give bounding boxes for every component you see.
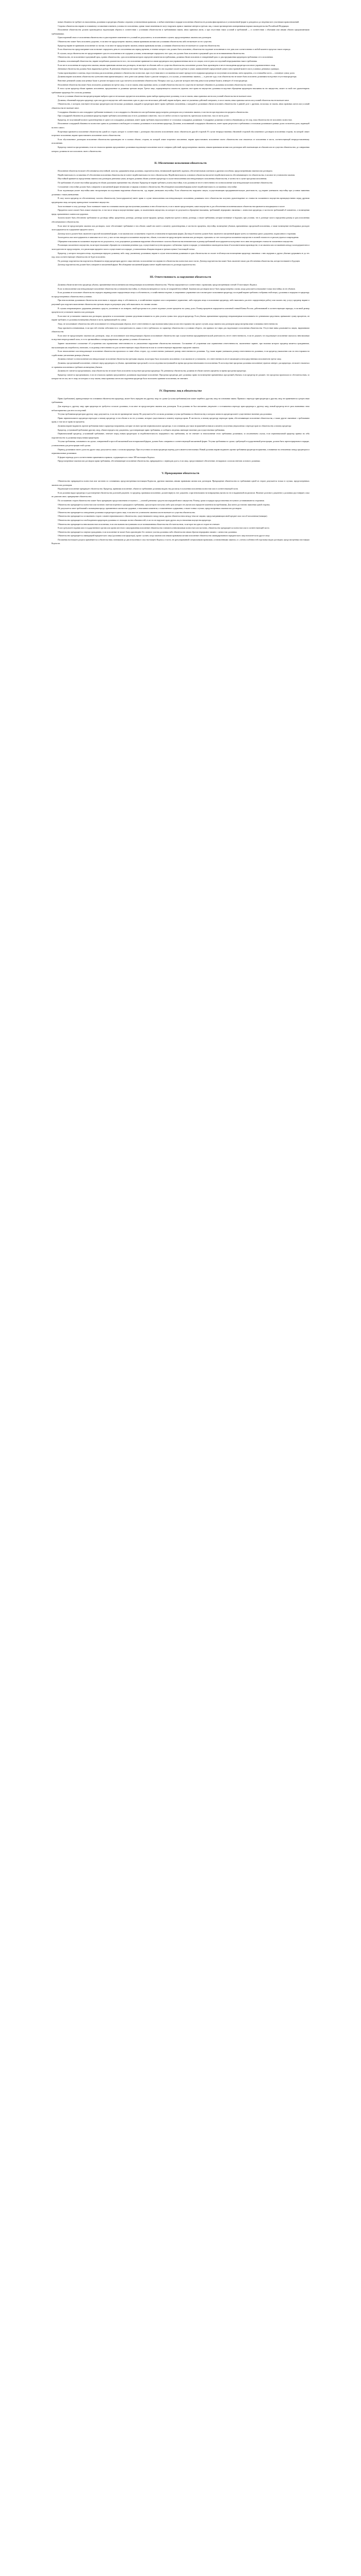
paragraph: Заранее заключенное соглашение об устранении или ограничении ответственности за умышленное нарушение обязательства ничтожно. Соглашение об устранении или ограничении ответственности, заключенное заранее, при наличии которого кредитор является гражданином, выступающим как потребитель, ничтожно, если размер ответственности для соответствующего вида обязательств или за соответствующее нарушение определен законом.: [52, 342, 309, 349]
paragraph: В этом случае кредитор обязан принять исполнение, предложенное за должника третьим лицом. Третье лицо, подвергающееся опасности утратить свое право на имущество должника вследствие обращения кредитором взыскания на это имущество, может за свой счет удовлетворить требование кредитора без согласия должника.: [52, 88, 309, 94]
paragraph: Обязательство, не исполненное в разумный срок, а равно обязательство, срок исполнения которого определен моментом востребования, должник обязан исполнить в семидневный срок со дня предъявления кредитором требования о его исполнении.: [58, 56, 273, 59]
section-2: [52, 162, 309, 267]
section-title: III. Ответственность за нарушение обязательств: [150, 276, 211, 279]
paragraph: Исполнение солидарной обязанности полностью одним из должников освобождает остальных должников от исполнения кредитору. Должник, исполнивший солидарную обязанность, имеет право регрессного требования к остальным должникам в равных долях за вычетом доли, падающей на него самого.: [52, 123, 309, 129]
paragraph: Должник, обязанный передать кредитору одно или другое имущество либо выполнить одно из двух или нескольких действий, вправе выбрать, какое из указанных действий совершить, если из закона, иных правовых актов или условий обязательства не вытекает иное.: [58, 99, 290, 101]
paragraph: Не допускается зачет требований о возмещении вреда, причиненного жизни или здоровью, о взыскании алиментов, о пожизненном содержании, а также в иных случаях, предусмотренных законом или договором.: [58, 507, 242, 510]
section-body: [52, 397, 309, 464]
paragraph: Если иное не предусмотрено законом или договором, залог обеспечивает требование в том объеме, какой оно имеет к моменту удовлетворения, в частности проценты, неустойку, возмещение убытков, причиненных просрочкой исполнения, а также возмещение необходимых расходов залогодержателя на содержание предмета залога.: [52, 225, 309, 231]
paragraph: Обязательство прекращается смертью гражданина, если исполнение не может быть произведено без личного участия должника либо обязательство иным образом неразрывно связано с личностью должника.: [58, 531, 237, 533]
paragraph: новые обязанности требуют их выполнения, должники и кредиторы обязаны следовать установленным правилам, а любые изменения в порядке исполнения обязательств должны фиксироваться в установленной форме и доводиться до сведения всех участников правоотношений.: [58, 21, 300, 23]
paragraph: Если иное не предусмотрено законом или договором, лицо, не исполнившее или ненадлежащим образом исполнившее обязательство при осуществлении предпринимательской деятельности, несет ответственность, если не докажет, что надлежащее исполнение оказалось невозможным вследствие непреодолимой силы, то есть чрезвычайных и непредотвратимых при данных условиях обстоятельств.: [52, 334, 309, 341]
paragraph: Уступка требования, основанного на сделке, совершенной в простой письменной или нотариальной форме, должна быть совершена в соответствующей письменной форме. Уступка требования по сделке, требующей государственной регистрации, должна быть зарегистрирована в порядке, установленном для регистрации этой сделки.: [52, 440, 309, 447]
paragraph: Если место исполнения не определено законом, иными правовыми актами или договором, не явствует из обычаев либо из существа обязательства, исполнение должно быть произведено в месте нахождения кредитора или иного управомоченного лица.: [58, 64, 276, 66]
section-body: [52, 480, 309, 546]
paragraph: Если обязательство предусматривает или позволяет определить день его исполнения или период времени, в течение которого оно должно быть исполнено, обязательство подлежит исполнению в этот день или соответственно в любой момент в пределах такого периода.: [58, 48, 291, 51]
paragraph: Если обусловленное договором исполнение обязательства произведено не в полном объеме, сторона, на которой лежит встречное исполнение, вправе приостановить исполнение своего обязательства или отказаться от исполнения в части, соответствующей непредоставленному исполнению.: [52, 138, 309, 145]
paragraph: Обязательство прекращается соглашением сторон о замене первоначального обязательства, существовавшего между ними, другим обязательством между теми же лицами, предусматривающим иной предмет или способ исполнения (новация).: [58, 515, 268, 518]
paragraph: Если подлежащая уплате неустойка явно несоразмерна последствиям нарушения обязательства, суд вправе уменьшить неустойку. Если обязательство нарушено лицом, осуществляющим предпринимательскую деятельность, суд вправе уменьшить неустойку при условии заявления должника о таком уменьшении.: [52, 190, 309, 196]
paragraph: В силу залога кредитор по обеспеченному залогом обязательству (залогодержатель) имеет право в случае неисполнения или ненадлежащего исполнения должником этого обязательства получить удовлетворение из стоимости заложенного имущества преимущественно перед другими кредиторами лица, которому принадлежит заложенное имущество.: [52, 197, 309, 204]
paragraph: Лицо признается невиновным, если при той степени заботливости и осмотрительности, какая от него требовалась по характеру обязательства и условиям оборота, оно приняло все меры для надлежащего исполнения обязательства. Отсутствие вины доказывается лицом, нарушившим обязательство.: [52, 327, 309, 333]
paragraph: Надлежащее исполнение прекращает обязательство. Кредитор, принимая исполнение, обязан по требованию должника выдать ему расписку в получении исполнения полностью или в соответствующей части.: [58, 488, 239, 490]
paragraph: Договор залога должен быть заключен в простой письменной форме, если законом или соглашением сторон не установлена нотариальная форма. Договор об ипотеке должен быть заключен в письменной форме путем составления одного документа, подписанного сторонами.: [58, 232, 297, 235]
paragraph: Должник не считается просрочившим, пока обязательство не может быть исполнено вследствие просрочки кредитора. По денежному обязательству должник не обязан платить проценты за время просрочки кредитора.: [58, 370, 247, 372]
paragraph: Солидарная обязанность или солидарное требование возникает, если солидарность обязанности или требования предусмотрена договором или установлена законом, в частности при неделимости предмета обязательства.: [58, 111, 249, 113]
paragraph: Сумма произведенного платежа, недостаточная для исполнения денежного обязательства полностью, при отсутствии иного соглашения погашает прежде всего издержки кредитора по получению исполнения, затем проценты, а в оставшейся части — основную сумму долга.: [58, 72, 295, 74]
paragraph: Реализация заложенного имущества, на которое взыскание обращено на основании решения суда, осуществляется путем продажи с публичных торгов в порядке, установленном законодательством об исполнительном производстве, если законом или соглашением между залогодержателем и залогодателем не предусмотрено, что реализация предмета залога осуществляется в порядке, установленном абзацами вторым и третьим пункта 2 настоящей статьи.: [52, 244, 309, 251]
paragraph: Кредитор, не получивший полного удовлетворения от одного из солидарных должников, имеет право требовать недополученное от остальных солидарных должников. Солидарные должники остаются обязанными до тех пор, пока обязательство не исполнено полностью.: [58, 118, 292, 121]
section-body: [52, 170, 309, 267]
paragraph: По требованию об уплате неустойки кредитор не обязан доказывать причинение ему убытков. Кредитор не вправе требовать уплаты неустойки, если должник не несет ответственности за неисполнение или ненадлежащее исполнение обязательства.: [58, 181, 273, 184]
paragraph: Кредитор считается просрочившим, если он отказался принять предложенное должником надлежащее исполнение или не совершил действий, предусмотренных законом, иными правовыми актами или договором либо вытекающих из обычаев или из существа обязательства, до совершения которых должник не мог исполнить своего обязательства.: [52, 146, 309, 152]
section-4: [52, 389, 309, 464]
paragraph: Кредитор, уступивший требование другому лицу, обязан передать ему документы, удостоверяющие право требования, и сообщить сведения, имеющие значение для осуществления требования.: [58, 429, 225, 431]
paragraph: При неисполнении должником обязательства изготовить и передать вещь в собственность, в хозяйственное ведение или в оперативное управление, либо передать вещь в пользование кредитору, либо выполнить для него определенную работу или оказать ему услугу кредитор вправе в разумный срок поручить выполнение обязательства третьим лицам за разумную цену либо выполнить его своими силами.: [52, 299, 309, 306]
paragraph: Должник отвечает за неисполнение или ненадлежащее исполнение обязательства третьими лицами, на которых было возложено исполнение, если законом не установлено, что ответственность несет являющееся непосредственным исполнителем третье лицо.: [58, 358, 282, 361]
paragraph: В случаях, когда обязательство не предусматривает срок его исполнения и не содержит условия, позволяющие определить этот срок, оно должно быть исполнено в разумный срок после возникновения обязательства.: [58, 52, 245, 55]
paragraph: Если неисполнение или ненадлежащее исполнение обязательства произошло по вине обеих сторон, суд соответственно уменьшает размер ответственности должника. Суд также вправе уменьшить размер ответственности должника, если кредитор умышленно или по неосторожности содействовал увеличению размера убытков.: [52, 350, 309, 357]
paragraph: Односторонний отказ от исполнения обязательства и одностороннее изменение его условий не допускаются, за исключением случаев, предусмотренных законом или договором.: [58, 37, 212, 39]
paragraph: Обязательство прекращается полностью или частично по основаниям, предусмотренным настоящим Кодексом, другими законами, иными правовыми актами или договором. Прекращение обязательства по требованию одной из сторон допускается только в случаях, предусмотренных законом или договором.: [52, 480, 309, 486]
paragraph: Если по условиям обязательства кредитор вправе выбрать один из нескольких предметов исполнения, право выбора принадлежит должнику, если из закона, иных правовых актов или условий обязательства не вытекает иное.: [58, 95, 252, 98]
paragraph: Встречным признается исполнение обязательства одной из сторон, которое в соответствии с договором обусловлено исполнением своих обязательств другой стороной. В случае непредоставления обязанной стороной обусловленного договором исполнения сторона, на которой лежит встречное исполнение, вправе приостановить исполнение своего обязательства.: [52, 130, 309, 137]
paragraph: Обязательство может быть исполнено досрочно, если иное не предусмотрено законом, иными правовыми актами или условиями обязательства либо не вытекает из его существа.: [58, 40, 212, 43]
paragraph: Уступка требования кредитором другому лицу допускается, если она не противоречит закону. Не допускается без согласия должника уступка требования по обязательству, в котором личность кредитора имеет существенное значение для должника.: [58, 413, 272, 416]
paragraph: Денежные обязательства должны быть выражены в рублях. В денежном обязательстве может быть предусмотрено, что оно подлежит оплате в рублях в сумме, эквивалентной определенной сумме в иностранной валюте или в условных денежных единицах.: [58, 68, 280, 71]
paragraph: Недействительность соглашения об обеспечении исполнения обязательства не влечет недействительности этого обязательства. Недействительность основного обязательства влечет недействительность обеспечивающего его обязательства, если иное не установлено законом.: [58, 174, 296, 176]
paragraph: Первоначальный кредитор, уступивший требование, отвечает перед новым кредитором за недействительность переданного ему требования, но не отвечает за неисполнение этого требования должником, за исключением случая, если первоначальный кредитор принял на себя поручительство за должника перед новым кредитором.: [52, 433, 309, 439]
paragraph: Предусмотренные законом или договором права требования, обеспечивающие исполнение обязательства, прекращаются с переводом долга, если лицо, предоставившее обеспечение, не выразило согласия отвечать за нового должника.: [58, 460, 261, 463]
paragraph: Обязательство прекращается полностью или частично зачетом встречного однородного требования, срок которого наступил либо срок которого не указан или определен моментом востребования. Для зачета достаточно заявления одной стороны.: [58, 503, 270, 506]
section-title: V. Прекращение обязательств: [161, 471, 200, 475]
paragraph: Внесение денежной суммы или ценных бумаг в депозит нотариуса или суда считается исполнением обязательства. Нотариус или суд, в депозит которого внесены деньги или ценные бумаги, извещает об этом кредитора.: [58, 79, 248, 82]
paragraph: По соглашению сторон обязательство может быть прекращено предоставлением отступного — уплатой денежных средств или передачей иного имущества. Размер, сроки и порядок предоставления отступного устанавливаются сторонами.: [58, 499, 265, 502]
paragraph: Кредитор, у которого находится вещь, подлежащая передаче должнику либо лицу, указанному должником, вправе в случае неисполнения должником в срок обязательства по оплате этой вещи или возмещению кредитору связанных с нею издержек и других убытков удерживать ее до тех пор, пока соответствующее обязательство не будет исполнено.: [52, 252, 309, 259]
paragraph: Предметом залога может быть всякое имущество, в том числе вещи и имущественные права, за исключением имущества, на которое не допускается обращение взыскания, требований, неразрывно связанных с личностью кредитора, в частности требований об алиментах, о возмещении вреда, причиненного жизни или здоровью.: [52, 209, 309, 215]
paragraph: Положения настоящего раздела применяются к обязательствам, возникшим до дня вступления в силу настоящего Кодекса, в части, не урегулированной специальными правилами, установленными законом, и с учетом особенностей отдельных видов договоров, предусмотренных настоящим Кодексом.: [52, 538, 309, 545]
paragraph: Должник, исполняющий обязательство, вправе потребовать доказательств того, что исполнение принимается самим кредитором или управомоченным им на это лицом, и несет риск последствий непредъявления такого требования.: [58, 60, 257, 62]
paragraph: Должник вправе выдвигать против требования нового кредитора возражения, которые он имел против первоначального кредитора, если основания для таких возражений возникли к моменту получения уведомления о переходе прав по обязательству к новому кредитору.: [58, 425, 292, 428]
paragraph: Договор поручительства должен быть совершен в письменной форме. Несоблюдение письменной формы влечет недействительность договора поручительства.: [58, 264, 196, 266]
paragraph: Исполнение обязательства может быть возложено должником на третье лицо, если из закона, иных правовых актов, условий обязательства или его существа не вытекает обязанность должника исполнить обязательство лично.: [58, 83, 253, 86]
paragraph: Залогом может быть обеспечено требование по договору займа, кредитному договору, договору купли-продажи, аренды, перевозки грузов и иному договору, а также требования, которые возникнут в будущем, при условии, что в договоре залога определены размер и срок исполнения обеспечиваемого обязательства.: [52, 217, 309, 223]
paragraph: К форме перевода долга соответственно применяются правила, содержащиеся в статье 389 настоящего Кодекса.: [58, 456, 155, 459]
paragraph: Исполнение обязательств может обеспечиваться неустойкой, залогом, удержанием вещи должника, поручительством, независимой гарантией, задатком, обеспечительным платежом и другими способами, предусмотренными законом или договором.: [58, 170, 273, 173]
paragraph: Соглашение о неустойке должно быть совершено в письменной форме независимо от формы основного обязательства. Несоблюдение письменной формы влечет недействительность соглашения о неустойке.: [58, 185, 238, 188]
paragraph: Обязательство, в котором участвуют несколько кредиторов или несколько должников, каждый из кредиторов имеет право требовать исполнения, а каждый из должников обязан исполнить обязательство в равной доле с другими, поскольку из закона, иных правовых актов или условий обязательства не вытекает иное.: [52, 103, 309, 110]
section-3: [52, 276, 309, 381]
paragraph: Должник обязан возместить кредитору убытки, причиненные неисполнением или ненадлежащим исполнением обязательства. Убытки определяются в соответствии с правилами, предусмотренными статьей 15 настоящего Кодекса.: [58, 284, 257, 286]
paragraph: Исполнение обязательства должно производиться надлежащим образом в соответствии с условиями обязательства и требованиями закона, иных правовых актов, а при отсутствии таких условий и требований — в соответствии с обычаями или иными обычно предъявляемыми требованиями.: [52, 29, 309, 35]
paragraph: Обязательство прекращается совпадением должника и кредитора в одном лице, если иное не установлено законом или не вытекает из существа обязательства.: [58, 511, 195, 514]
paragraph: Неустойкой признается определенная законом или договором денежная сумма, которую должник обязан уплатить кредитору в случае неисполнения или ненадлежащего исполнения обязательства, в частности в случае просрочки исполнения.: [58, 178, 267, 180]
paragraph: Если иное не установлено законом или договором, проценты за пользование чужими средствами взимаются по день уплаты суммы этих средств кредитору. Если убытки, причиненные кредитору неправомерным пользованием его денежными средствами, превышают сумму процентов, он вправе требовать от должника возмещения убытков в части, превышающей эту сумму.: [52, 315, 309, 321]
paragraph: Право первоначального кредитора переходит к новому кредитору в том объеме и на тех условиях, которые существовали к моменту перехода права. В частности, к новому кредитору переходят права, обеспечивающие исполнение обязательства, а также другие связанные с требованием права, в том числе право на проценты.: [52, 417, 309, 423]
paragraph: Если за неисполнение или ненадлежащее исполнение обязательства установлена неустойка, то убытки возмещаются в части, не покрытой неустойкой. Законом или договором могут быть предусмотрены случаи, когда допускается взыскание только неустойки, но не убытков.: [58, 287, 296, 290]
section-body: [52, 21, 309, 154]
paragraph: Залогодатель или залогодержатель в зависимости от того, у кого из них находится заложенное имущество, обязан, если иное не предусмотрено законом или договором, страховать за счет залогодателя заложенное имущество в полной стоимости от рисков утраты и повреждения.: [58, 236, 299, 239]
paragraph: Обращение взыскания на заложенное имущество не допускается, если допущенное должником нарушение обеспеченного залогом обязательства незначительно и размер требований залогодержателя вследствие этого явно несоразмерен стоимости заложенного имущества.: [58, 240, 293, 243]
paragraph: Перевод должником своего долга на другое лицо допускается лишь с согласия кредитора. При отсутствии согласия кредитора перевод долга является ничтожным. Новый должник вправе выдвигать против требования кредитора возражения, основанные на отношениях между кредитором и первоначальным должником.: [52, 448, 309, 455]
paragraph: Кредитор вправе не принимать исполнение по частям, если иное не предусмотрено законом, иными правовыми актами, условиями обязательства и не вытекает из существа обязательства.: [58, 44, 220, 47]
paragraph: Если должник не исполняет обязательство передать индивидуально-определенную вещь в собственность, в хозяйственное ведение, в оперативное управление или в возмездное пользование кредитору, последний вправе требовать отобрания этой вещи у должника и передачи ее кредитору на предусмотренных обязательством условиях.: [52, 292, 309, 298]
paragraph: Должник вправе исполнить обязательство путем внесения причитающихся с него денег или ценных бумаг в депозит нотариуса, а в случаях, установленных законом, — в депозит суда, если обязательство не может быть исполнено должником вследствие отсутствия кредитора.: [58, 76, 297, 78]
paragraph: Должник, просрочивший исполнение, отвечает перед кредитором за убытки, причиненные просрочкой, и за последствия наступившей во время просрочки невозможности исполнения. Если вследствие просрочки должника исполнение утратило интерес для кредитора, он может отказаться от принятия исполнения и требовать возмещения убытков.: [52, 362, 309, 368]
paragraph: Обязательство прекращается ликвидацией юридического лица (должника или кредитора), кроме случаев, когда законом или иными правовыми актами исполнение обязательства ликвидированного юридического лица возлагается на другое лицо.: [58, 535, 270, 537]
paragraph: В случаях неправомерного удержания денежных средств, уклонения от их возврата, иной просрочки в их уплате подлежат уплате проценты на сумму долга. Размер процентов определяется ключевой ставкой Банка России, действовавшей в соответствующие периоды, если иной размер процентов не установлен законом или договором.: [52, 307, 309, 314]
paragraph: При солидарной обязанности должников кредитор вправе требовать исполнения как от всех должников совместно, так и от любого из них в отдельности, притом как полностью, так и в части долга.: [58, 115, 229, 117]
paragraph: Если должник выдал кредитору в удостоверение обязательства долговой документ, то кредитор, принимая исполнение, должен вернуть этот документ, а при невозможности возвращения указать на это в выдаваемой им расписке. Наличие долгового документа у должника удостоверяет, пока не доказано иное, прекращение обязательства.: [52, 492, 310, 498]
section-5: [52, 472, 309, 546]
paragraph: Если в результате издания акта государственного органа или органа местного самоуправления исполнение обязательства становится невозможным полностью или частично, обязательство прекращается полностью или в соответствующей части.: [58, 527, 270, 530]
section-1: [52, 21, 309, 154]
paragraph: По договору поручительства поручитель обязывается перед кредитором другого лица отвечать за исполнение последним его обязательства полностью или в части. Договор поручительства может быть заключен также для обеспечения обязательства, которое возникнет в будущем.: [58, 260, 300, 262]
paragraph: Обязательство прекращается невозможностью исполнения, если она вызвана наступившим после возникновения обязательства обстоятельством, за которое ни одна из сторон не отвечает.: [58, 523, 220, 526]
paragraph: Стороны обязательства вправе по взаимному соглашению изменить условия его исполнения, однако такие изменения не могут нарушать права и законные интересы третьих лиц, а также противоречить императивным нормам законодательства Российской Федерации.: [58, 25, 289, 27]
paragraph: Кредитор считается просрочившим, если он отказался принять предложенное должником надлежащее исполнение. Просрочка кредитора дает должнику право на возмещение причиненных просрочкой убытков, если кредитор не докажет, что просрочка произошла по обстоятельствам, за которые ни он сам, ни те лица, на которых в силу закона, иных правовых актов или поручения кредитора было возложено принятие исполнения, не отвечают.: [52, 374, 309, 380]
paragraph: Обязательство прекращается освобождением кредитором должника от лежащих на нем обязанностей, если это не нарушает прав других лиц в отношении имущества кредитора.: [58, 519, 211, 521]
paragraph: Право (требование), принадлежащее на основании обязательства кредитору, может быть передано им другому лицу по сделке (уступка требования) или может перейти к другому лицу на основании закона. Правила о переходе прав кредитора к другому лицу не применяются к регрессным требованиям.: [52, 397, 309, 404]
section-title: II. Обеспечение исполнения обязательств: [154, 162, 207, 165]
paragraph: Залог возникает в силу договора. Залог возникает также на основании закона при наступлении указанных в нем обстоятельств, если в законе предусмотрено, какое имущество и для обеспечения исполнения какого обязательства признается находящимся в залоге.: [58, 205, 285, 208]
paragraph: Лицо, не исполнившее обязательства либо исполнившее его ненадлежащим образом, несет ответственность при наличии вины (умысла или неосторожности), кроме случаев, когда законом или договором предусмотрены иные основания ответственности.: [58, 323, 278, 325]
section-body: [52, 283, 309, 381]
paragraph: Для перехода к другому лицу прав кредитора не требуется согласие должника, если иное не предусмотрено законом или договором. Если должник не был письменно уведомлен о состоявшемся переходе прав кредитора к другому лицу, новый кредитор несет риск вызванных этим неблагоприятных для него последствий.: [52, 405, 309, 412]
section-title: IV. Перемена лиц в обязательстве: [159, 389, 202, 393]
